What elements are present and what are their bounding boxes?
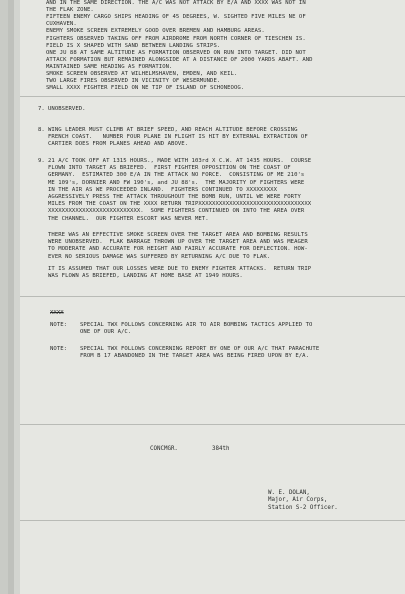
item-9-line: AGGRESSIVELY PRESS THE ATTACK THROUGHOUT THE BOMB RUN, UNTIL WE WERE FORTY	[48, 194, 301, 200]
observation-line: TWO LARGE FIRES OBSERVED IN VICINITY OF WESERMUNDE.	[46, 78, 221, 85]
item-8-line: WING LEADER MUST CLIMB AT BRIEF SPEED, AND REACH ALTITUDE BEFORE CROSSING	[48, 127, 298, 133]
page-fold-line	[20, 520, 405, 521]
note-line: ONE OF OUR A/C.	[80, 329, 132, 336]
paragraph-line: EVER NO SERIOUS DAMAGE WAS SUFFERED BY RETURNING A/C DUE TO FLAK.	[48, 253, 271, 260]
paragraph-line: IT IS ASSUMED THAT OUR LOSSES WERE DUE TO ENEMY FIGHTER ATTACKS. RETURN TRIP	[48, 266, 312, 272]
item-9-line: THE CHANNEL. OUR FIGHTER ESCORT WAS NEVER MET.	[48, 215, 209, 222]
item-9-line: ME 109's, DORNIER AND FW 190's, and JU 88's. THE MAJORITY OF FIGHTERS WERE	[48, 179, 305, 186]
item-8-line: FRENCH COAST. NUMBER FOUR PLANE IN FLIGHT IS HIT BY EXTERNAL EXTRACTION OF	[48, 134, 308, 141]
signature-line: W. E. DOLAN,	[268, 490, 310, 496]
note-line: SPECIAL TWX FOLLOWS CONCERNING AIR TO AIR BOMBING TACTICS APPLIED TO	[80, 322, 313, 328]
item-9-number: 9.	[38, 158, 45, 164]
observation-line: ATTACK FORMATION BUT REMAINED ALONGSIDE AT A DISTANCE OF 2000 YARDS ABAFT. AND	[46, 56, 313, 63]
observation-line: CUXHAVEN.	[46, 21, 77, 28]
page-fold-line	[20, 96, 405, 97]
item-9-line: FLOWN INTO TARGET AS BRIEFED. FIRST FIGHTER OPPOSITION ON THE COAST OF	[48, 165, 291, 172]
note-line: SPECIAL TWX FOLLOWS CONCERNING REPORT BY ONE OF OUR A/C THAT PARACHUTE	[80, 346, 320, 352]
observation-line: FIFTEEN ENEMY CARGO SHIPS HEADING OF 45 DEGREES, W. SIGHTED FIVE MILES NE OF	[46, 14, 306, 21]
footer-code: CONCMGR.	[150, 446, 178, 452]
item-7-number: 7.	[38, 106, 45, 112]
observation-line: FIGHTERS OBSERVED TAKING OFF FROM AIRDROME FROM NORTH CORNER OF TIESCHEN IS.	[46, 35, 306, 42]
signature-line: Major, Air Corps,	[268, 497, 328, 504]
page-fold-line	[20, 424, 405, 425]
observation-line: THE FLAK ZONE.	[46, 7, 94, 14]
observation-line: FIELD IS X SHAPED WITH SAND BETWEEN LANDING STRIPS.	[46, 42, 221, 49]
item-8-number: 8.	[38, 127, 45, 133]
observation-line: ENEMY SMOKE SCREEN EXTREMELY GOOD OVER BREMEN AND HAMBURG AREAS.	[46, 28, 265, 35]
item-9-line: 21 A/C TOOK OFF AT 1315 HOURS., MADE WITH 103rd X C.W. AT 1435 HOURS. COURSE	[48, 158, 312, 164]
item-9-line: IN THE AIR AS WE PROCEEDED INLAND. FIGHTERS CONTINUED TO XXXXXXXXX	[48, 186, 277, 193]
item-9-line: GERMANY. ESTIMATED 300 E/A IN THE ATTACK NO FORCE. CONSISTING OF ME 210's	[48, 172, 305, 179]
item-7-text: UNOBSERVED.	[48, 106, 86, 112]
paragraph-line: THERE WAS AN EFFECTIVE SMOKE SCREEN OVER THE TARGET AREA AND BOMBING RESULTS	[48, 232, 308, 238]
page-fold-line	[20, 296, 405, 297]
note-label: NOTE:	[50, 322, 68, 328]
group-number: 384th	[212, 446, 230, 452]
struck-text: XXXX	[50, 310, 64, 316]
paragraph-line: WAS FLOWN AS BRIEFED, LANDING AT HOME BASE AT 1949 HOURS.	[48, 273, 243, 280]
observation-line: MAINTAINED SAME HEADING AS FORMATION.	[46, 63, 173, 70]
observation-line: SMALL XXXX FIGHTER FIELD ON NE TIP OF ISLAND OF SCHONEOOG.	[46, 85, 245, 92]
observation-line: SMOKE SCREEN OBSERVED AT WILHELMSHAVEN, EMDEN, AND KEIL.	[46, 71, 238, 77]
observation-line: AND IN THE SAME DIRECTION. THE A/C WAS NOT ATTACK BY E/A AND XXXX WAS NOT IN	[46, 0, 306, 6]
item-9-line: XXXXXXXXXXXXXXXXXXXXXXXXXXX. SOME FIGHTERS CONTINUED ON INTO THE AREA OVER	[48, 208, 305, 215]
paragraph-line: TO MODERATE AND ACCURATE FOR HEIGHT AND FAIRLY ACCURATE FOR DEFLECTION. HOW-	[48, 246, 308, 253]
item-9-line: MILES FROM THE COAST ON THE XXXX RETURN TRIPXXXXXXXXXXXXXXXXXXXXXXXXXXXXXXXXX	[48, 201, 312, 208]
item-8-line: CARTIER DOES FROM PLANES AHEAD AND ABOVE.	[48, 141, 189, 148]
note-label: NOTE:	[50, 346, 68, 352]
observation-line: ONE JU 88 AT SAME ALTITUDE AS FORMATION OBSERVED ON RUN INTO TARGET. DID NOT	[46, 49, 306, 56]
paragraph-line: WERE UNOBSERVED. FLAK BARRAGE THROWN UP OVER THE TARGET AREA AND WAS MEAGER	[48, 239, 308, 246]
note-line: FROM B 17 ABANDONED IN THE TARGET AREA WAS BEING FIRED UPON BY E/A.	[80, 353, 309, 360]
signature-line: Station S-2 Officer.	[268, 504, 338, 511]
